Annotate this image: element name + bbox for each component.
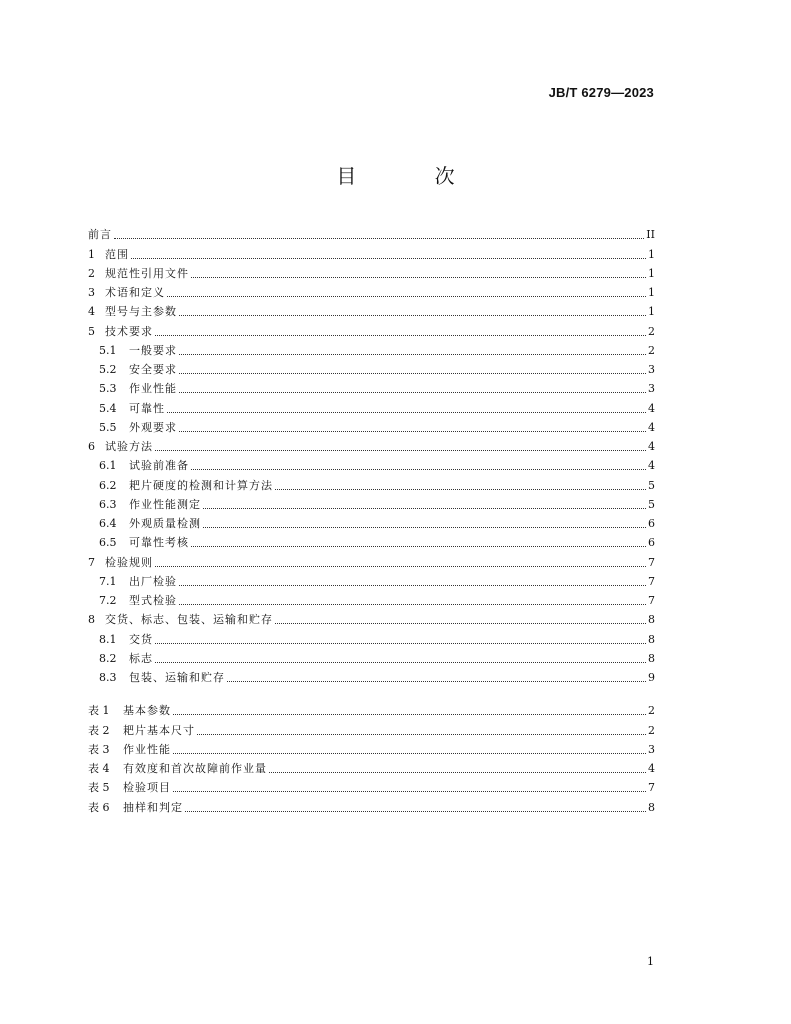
toc-entry[interactable]: [88, 223, 655, 242]
toc-entry-page: 1: [648, 286, 655, 299]
toc-entry-label: 有效度和首次故障前作业量: [123, 762, 267, 775]
toc-entry[interactable]: [88, 473, 655, 492]
toc-entry-page: 8: [648, 800, 655, 814]
toc-entry-label: 外观质量检测: [129, 517, 201, 530]
toc-entry-page: II: [646, 228, 655, 242]
toc-entry-label: 交货: [129, 632, 153, 646]
toc-entry-number: 1: [88, 247, 95, 261]
toc-entry-number: 8: [88, 613, 95, 627]
toc-entry-label: 一般要求: [129, 343, 177, 357]
dot-leader: [167, 296, 646, 297]
toc-entry-label: 作业性能: [123, 742, 171, 756]
toc-entry-number: 2: [88, 266, 95, 280]
toc-entry-page: 5: [648, 478, 655, 492]
toc-entry-page: 7: [648, 781, 655, 795]
dot-leader: [179, 585, 646, 586]
toc-entry-label: 试验方法: [105, 440, 153, 453]
toc-entry-label: 检验规则: [105, 555, 153, 569]
toc-entry-page: 2: [648, 723, 655, 737]
toc-entry[interactable]: [88, 416, 655, 435]
toc-entry-page: 7: [648, 594, 655, 607]
toc-entry-number: 6: [88, 440, 95, 453]
toc-entry-label: 作业性能: [129, 382, 177, 396]
dot-leader: [173, 791, 646, 792]
toc-entry-page: 5: [648, 497, 655, 511]
toc-entry[interactable]: [88, 358, 655, 377]
toc-entry-label: 可靠性考核: [129, 536, 189, 550]
dot-leader: [179, 373, 646, 374]
toc-entry[interactable]: [88, 699, 655, 718]
toc-entry[interactable]: [88, 647, 655, 666]
toc-entry-number: 7.2: [99, 594, 117, 607]
toc-entry-number: 7.1: [99, 574, 117, 588]
toc-entry-label: 交货、标志、包装、运输和贮存: [105, 613, 273, 627]
toc-entry-label: 范围: [105, 247, 129, 261]
toc-entry[interactable]: [88, 435, 655, 454]
dot-leader: [179, 431, 646, 432]
toc-entry-page: 8: [648, 632, 655, 646]
toc-entry-page: 2: [648, 343, 655, 357]
toc-entry-number: 表 4: [88, 762, 110, 775]
dot-leader: [227, 681, 646, 682]
toc-entry-label: 试验前准备: [129, 459, 189, 473]
toc-entry-page: 1: [648, 266, 655, 280]
toc-entry[interactable]: [88, 396, 655, 415]
toc-entry-number: 4: [88, 305, 95, 319]
toc-entry-number: 6.1: [99, 459, 117, 473]
toc-entry-number: 表 5: [88, 781, 110, 795]
toc-entry-label: 标志: [129, 651, 153, 665]
dot-leader: [275, 489, 646, 490]
dot-leader: [197, 734, 646, 735]
toc-entry-label: 检验项目: [123, 781, 171, 795]
dot-leader: [191, 277, 646, 278]
toc-entry[interactable]: [88, 570, 655, 589]
toc-entry[interactable]: [88, 242, 655, 261]
dot-leader: [155, 566, 646, 567]
toc-entry[interactable]: [88, 493, 655, 512]
toc-entry-label: 抽样和判定: [123, 800, 183, 814]
toc-entry[interactable]: [88, 512, 655, 531]
toc-entry-label: 耙片基本尺寸: [123, 723, 195, 737]
toc-entry-number: 8.1: [99, 632, 117, 646]
toc-entry-number: 8.2: [99, 651, 117, 665]
toc-entry-label: 耙片硬度的检测和计算方法: [129, 478, 273, 492]
dot-leader: [167, 412, 646, 413]
dot-leader: [173, 753, 646, 754]
dot-leader: [275, 623, 646, 624]
toc-entry-label: 型式检验: [129, 594, 177, 607]
dot-leader: [155, 662, 646, 663]
toc-entry-number: 6.3: [99, 497, 117, 511]
toc-entry-page: 6: [648, 517, 655, 530]
toc-entry[interactable]: [88, 262, 655, 281]
dot-leader: [173, 714, 646, 715]
toc-entry[interactable]: [88, 589, 655, 608]
toc-entry-page: 1: [648, 247, 655, 261]
document-code: JB/T 6279—2023: [548, 85, 654, 100]
toc-entry-page: 2: [648, 324, 655, 338]
toc-entry-number: 6.5: [99, 536, 117, 550]
toc-entry[interactable]: [88, 339, 655, 358]
dot-leader: [155, 335, 646, 336]
toc-entry[interactable]: [88, 550, 655, 569]
toc-entry[interactable]: [88, 319, 655, 338]
toc-entry-label: 规范性引用文件: [105, 266, 189, 280]
toc-entry[interactable]: [88, 454, 655, 473]
toc-entry-page: 4: [648, 401, 655, 415]
page-number: 1: [647, 955, 654, 968]
toc-entry-page: 4: [648, 459, 655, 473]
toc-entry[interactable]: [88, 377, 655, 396]
dot-leader: [114, 238, 644, 239]
toc-entry-page: 7: [648, 574, 655, 588]
toc-entry-page: 3: [648, 742, 655, 756]
toc-entry-page: 8: [648, 613, 655, 627]
toc-section-list: [88, 223, 655, 685]
dot-leader: [155, 643, 646, 644]
toc-entry[interactable]: [88, 757, 655, 776]
toc-entry-page: 6: [648, 536, 655, 550]
dot-leader: [131, 258, 646, 259]
toc-entry-number: 表 1: [88, 704, 110, 718]
toc-entry-label: 作业性能测定: [129, 497, 201, 511]
toc-entry-label: 前言: [88, 228, 112, 242]
dot-leader: [179, 604, 646, 605]
toc-entry-label: 出厂检验: [129, 574, 177, 588]
dot-leader: [179, 392, 646, 393]
toc-table-list: [88, 699, 655, 815]
toc-entry[interactable]: [88, 776, 655, 795]
toc-entry-page: 3: [648, 382, 655, 396]
toc-entry[interactable]: [88, 281, 655, 300]
toc-entry[interactable]: [88, 666, 655, 685]
toc-entry-number: 5.4: [99, 401, 117, 415]
toc-entry-page: 8: [648, 651, 655, 665]
table-of-contents: [88, 223, 655, 815]
dot-leader: [191, 546, 646, 547]
toc-entry-label: 安全要求: [129, 363, 177, 376]
toc-entry-page: 3: [648, 363, 655, 376]
toc-entry-label: 技术要求: [105, 324, 153, 338]
toc-entry[interactable]: [88, 795, 655, 814]
toc-entry-page: 7: [648, 555, 655, 569]
toc-entry-label: 可靠性: [129, 401, 165, 415]
dot-leader: [191, 469, 646, 470]
dot-leader: [179, 354, 646, 355]
toc-entry-label: 术语和定义: [105, 286, 165, 299]
toc-entry-number: 表 6: [88, 800, 110, 814]
toc-entry-number: 3: [88, 286, 95, 299]
toc-entry-label: 外观要求: [129, 420, 177, 434]
toc-entry-label: 型号与主参数: [105, 305, 177, 319]
toc-entry-number: 7: [88, 555, 95, 569]
toc-entry-number: 5.2: [99, 363, 117, 376]
toc-entry[interactable]: [88, 718, 655, 737]
toc-entry-label: 包装、运输和贮存: [129, 671, 225, 684]
toc-entry-number: 8.3: [99, 671, 117, 684]
page-title: 目 次: [336, 164, 491, 188]
toc-entry[interactable]: [88, 300, 655, 319]
dot-leader: [155, 450, 646, 451]
dot-leader: [269, 772, 646, 773]
dot-leader: [203, 508, 646, 509]
dot-leader: [185, 811, 646, 812]
toc-entry-number: 5.3: [99, 382, 117, 396]
toc-entry-number: 6.2: [99, 478, 117, 492]
toc-entry-number: 5.1: [99, 343, 117, 357]
toc-entry-label: 基本参数: [123, 704, 171, 718]
toc-entry[interactable]: [88, 738, 655, 757]
toc-entry-number: 5.5: [99, 420, 117, 434]
toc-entry-page: 4: [648, 420, 655, 434]
toc-entry-page: 1: [648, 305, 655, 319]
toc-entry-page: 4: [648, 440, 655, 453]
toc-entry[interactable]: [88, 627, 655, 646]
dot-leader: [179, 315, 646, 316]
toc-entry[interactable]: [88, 608, 655, 627]
toc-entry-number: 6.4: [99, 517, 117, 530]
dot-leader: [203, 527, 646, 528]
toc-entry-number: 表 2: [88, 723, 110, 737]
toc-entry[interactable]: [88, 531, 655, 550]
toc-entry-page: 9: [648, 671, 655, 684]
toc-entry-number: 表 3: [88, 742, 110, 756]
toc-entry-page: 4: [648, 762, 655, 775]
toc-entry-page: 2: [648, 704, 655, 718]
toc-entry-number: 5: [88, 324, 95, 338]
